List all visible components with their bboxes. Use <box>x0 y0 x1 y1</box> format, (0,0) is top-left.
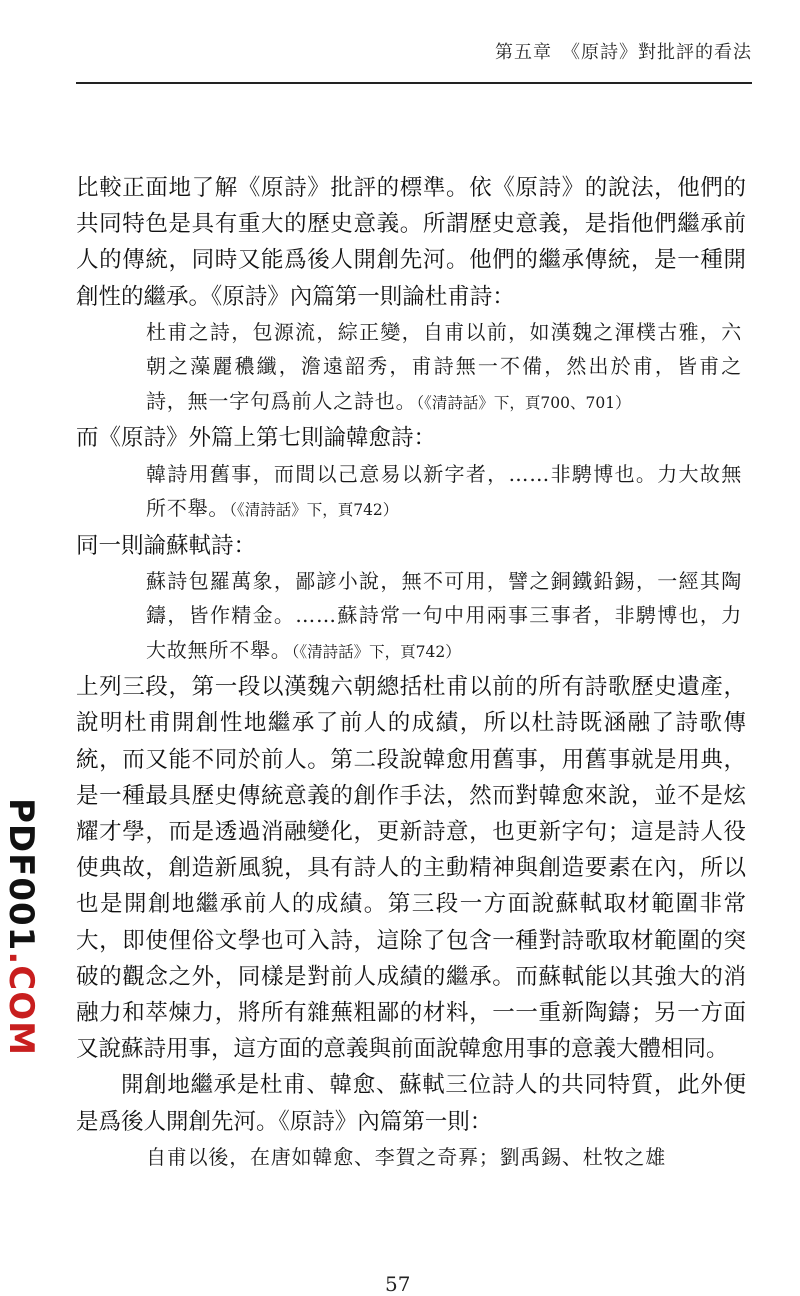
block-quote-du-fu <box>76 315 746 421</box>
citation: （《清詩話》下，頁700、701） <box>416 393 631 412</box>
body-paragraph: 同一則論蘇軾詩： <box>76 532 257 559</box>
watermark <box>1 798 41 1056</box>
running-header: 第五章 《原詩》對批評的看法 <box>495 42 752 63</box>
block-quote-han-yu <box>76 457 746 528</box>
quote-text: 韓詩用舊事，而間以己意易以新字者，……非騁博也。力大故無所不舉。 <box>146 461 742 521</box>
quote-text: 自甫以後，在唐如韓愈、李賀之奇奡；劉禹錫、杜牧之雄 <box>146 1144 666 1169</box>
page-body <box>76 170 746 1174</box>
citation: （《清詩話》下，頁742） <box>291 642 461 661</box>
citation: （《清詩話》下，頁742） <box>229 501 399 520</box>
body-paragraph: 比較正面地了解《原詩》批評的標準。依《原詩》的說法，他們的共同特色是具有重大的歷史意義。所謂歷史意義，是指他們繼承前人的傳統，同時又能爲後人開創先河。他們的繼承傳統，是一種開創性的繼承。《原詩》內篇第一則論杜甫詩： <box>76 175 746 310</box>
quote-text: 蘇詩包羅萬象，鄙諺小說，無不可用，譬之銅鐵鉛錫，一經其陶鑄，皆作精金。……蘇詩常一句中用兩事三事者，非騁博也，力大故無所不舉。 <box>146 568 742 662</box>
body-paragraph: 上列三段，第一段以漢魏六朝總括杜甫以前的所有詩歌歷史遺產，說明杜甫開創性地繼承了前人的成績，所以杜詩既涵融了詩歌傳統，而又能不同於前人。第二段說韓愈用舊事，用舊事就是用典，是一種最具歷史傳統意義的創作手法，然而對韓愈來說，並不是炫耀才學，而是透過消融變化，更新詩意，也更新字句；這是詩人役使典故，創造新風貌，具有詩人的主動精神與創造要素在內，所以也是開創地繼承前人的成績。第三段一方面說蘇軾取材範圍非常大，即使俚俗文學也可入詩，這除了包含一種對詩歌取材範圍的突破的觀念之外，同樣是對前人成績的繼承。而蘇軾能以其強大的消融力和萃煉力，將所有雜蕪粗鄙的材料，一一重新陶鑄；另一方面又說蘇詩用事，這方面的意義與前面說韓愈用事的意義大體相同。 <box>76 674 746 1063</box>
body-paragraph: 開創地繼承是杜甫、韓愈、蘇軾三位詩人的共同特質，此外便是爲後人開創先河。《原詩》內篇第一則： <box>76 1072 746 1135</box>
quote-text: 杜甫之詩，包源流，綜正變，自甫以前，如漢魏之渾樸古雅，六朝之藻麗穠纖，澹遠韶秀，甫詩無一不備，然出於甫，皆甫之詩，無一字句爲前人之詩也。 <box>146 319 742 413</box>
watermark-part1: PDF001 <box>1 798 41 952</box>
body-paragraph: 而《原詩》外篇上第七則論韓愈詩： <box>76 425 437 452</box>
block-quote-su-shi <box>76 564 746 670</box>
header-rule <box>76 82 752 84</box>
page-number: 57 <box>385 1272 411 1296</box>
watermark-part2: .COM <box>1 951 41 1056</box>
block-quote-after-du-fu <box>76 1140 746 1175</box>
